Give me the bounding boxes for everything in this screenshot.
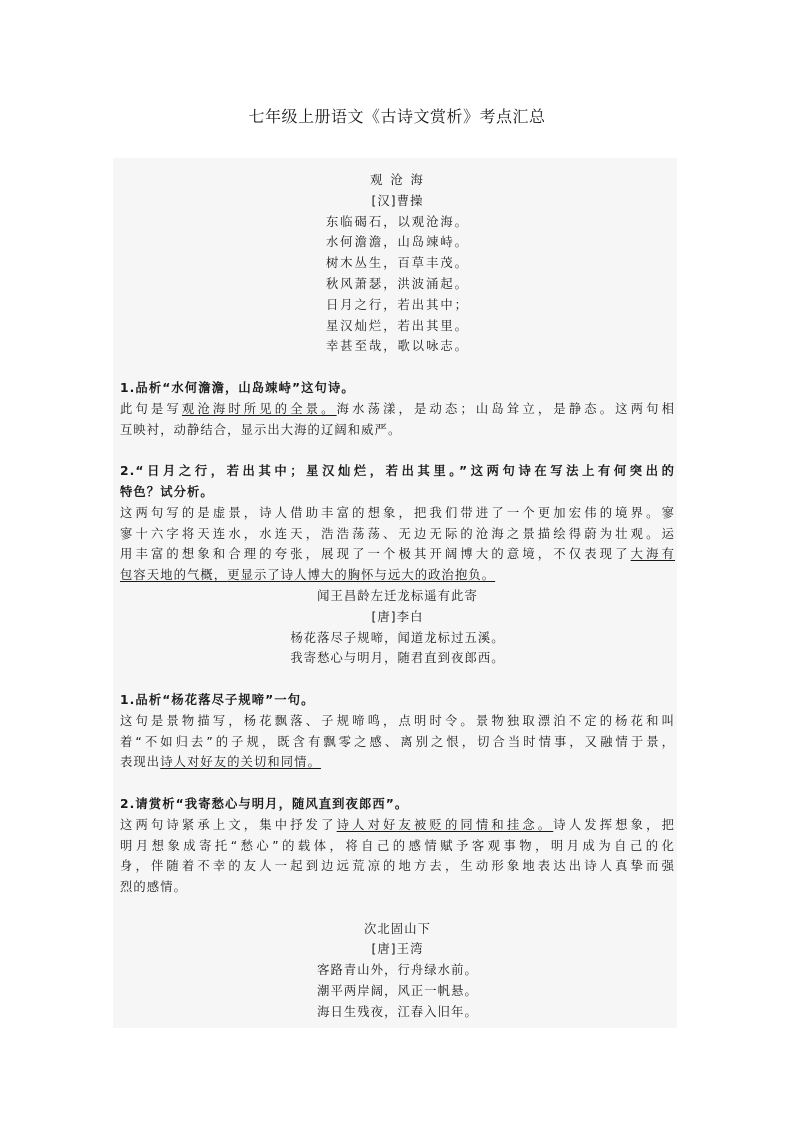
key-point: 大海有	[630, 547, 675, 562]
poem-line: 我寄愁心与明月，随君直到夜郎西。	[290, 651, 505, 666]
answer-line: 这两句写的是虚景，诗人借助丰富的想象，把我们带进了一个更加宏伟的境界。寥	[120, 505, 675, 520]
answer-line: 这两句诗紧承上文，集中抒发了诗人对好友被贬的同情和挂念。诗人发挥想象，把	[120, 817, 675, 832]
poem-line: 幸甚至哉，歌以咏志。	[326, 339, 469, 354]
answer-line: 这句是景物描写，杨花飘落、子规啼鸣，点明时令。景物独取漂泊不定的杨花和叫	[120, 713, 675, 728]
key-point: 诗人博大的胸怀与远大的政治抱负。	[280, 568, 496, 583]
poem-line: 星汉灿烂，若出其里。	[326, 318, 469, 333]
answer-line: 明月想象成寄托“愁心”的载体，将自己的感情赋予客观事物，明月成为自己的化	[120, 838, 675, 853]
page-title: 七年级上册语文《古诗文赏析》考点汇总	[248, 107, 546, 126]
poem-line: 水何澹澹，山岛竦峙。	[326, 235, 469, 250]
question-heading: 1.品析“杨花落尽子规啼”一句。	[120, 692, 315, 707]
key-point: 包容天地的气概，	[120, 568, 228, 583]
answer-line: 表现出诗人对好友的关切和同情。	[120, 755, 321, 770]
key-point: 诗人对好友被贬的同情和挂念。	[336, 817, 554, 832]
poem-line: 树木丛生，百草丰茂。	[326, 256, 469, 271]
document-body	[120, 170, 675, 1023]
poem-line: 日月之行，若出其中；	[326, 297, 469, 312]
key-point: 观沧海时所见的全景。	[181, 401, 337, 416]
poem-author: [汉]曹操	[371, 193, 424, 208]
answer-line: 寥十六字将天连水，水连天，浩浩荡荡、无边无际的沧海之景描绘得蔚为壮观。运	[120, 526, 675, 541]
answer-line: 身，伴随着不幸的友人一起到边远荒凉的地方去，生动形象地表达出诗人真挚而强	[120, 859, 675, 874]
question-heading: 2.请赏析“我寄愁心与明月，随风直到夜郎西”。	[120, 796, 409, 811]
answer-line: 包容天地的气概，更显示了诗人博大的胸怀与远大的政治抱负。	[120, 568, 496, 583]
poem-title: 观 沧 海	[370, 173, 425, 187]
poem-title: 闻王昌龄左迁龙标遥有此寄	[317, 588, 478, 603]
answer-line: 用丰富的想象和合理的夸张，展现了一个极其开阔博大的意境，不仅表现了大海有	[120, 547, 675, 562]
key-point: 诗人对好友的关切和同情。	[160, 755, 321, 770]
poem-author: [唐]王湾	[371, 942, 424, 957]
poem-title: 次北固山下	[364, 921, 431, 936]
answer-line: 烈的感情。	[120, 880, 187, 895]
poem-line: 秋风萧瑟，洪波涌起。	[326, 276, 469, 291]
question-heading: 2.“日月之行，若出其中；星汉灿烂，若出其里。”这两句诗在写法上有何突出的	[120, 464, 675, 479]
answer-line: 互映衬，动静结合，显示出大海的辽阔和威严。	[120, 422, 402, 437]
question-heading: 特色？试分析。	[120, 484, 214, 499]
poem-line: 客路青山外，行舟绿水前。	[317, 963, 478, 978]
answer-line: 着“不如归去”的子规，既含有飘零之感、离别之恨，切合当时情事，又融情于景，	[120, 734, 675, 749]
poem-line: 潮平两岸阔，风正一帆悬。	[317, 984, 478, 999]
poem-line: 杨花落尽子规啼，闻道龙标过五溪。	[290, 630, 505, 645]
question-heading: 1.品析“水何澹澹，山岛竦峙”这句诗。	[120, 380, 355, 395]
poem-line: 海日生残夜，江春入旧年。	[317, 1004, 478, 1019]
answer-line: 此句是写观沧海时所见的全景。海水荡漾，是动态；山岛耸立，是静态。这两句相	[120, 401, 676, 416]
poem-author: [唐]李白	[371, 609, 424, 624]
poem-line: 东临碣石，以观沧海。	[326, 214, 469, 229]
